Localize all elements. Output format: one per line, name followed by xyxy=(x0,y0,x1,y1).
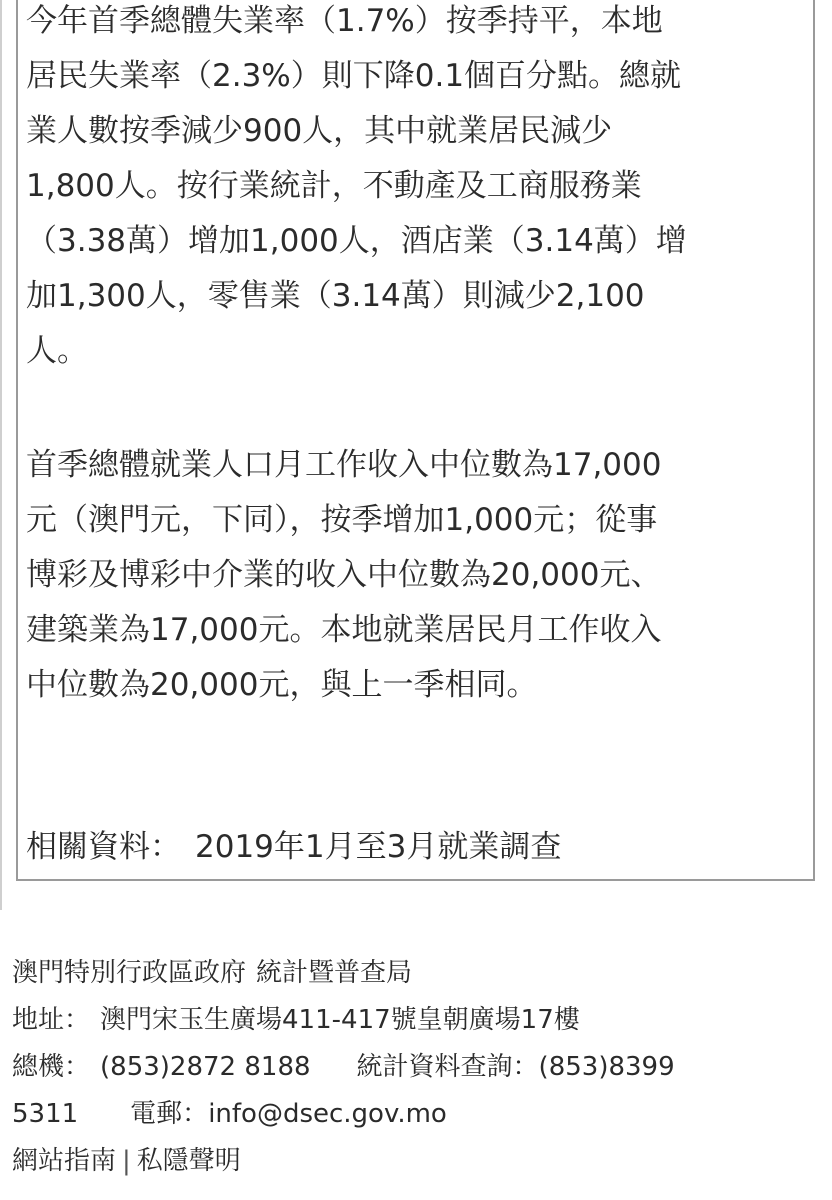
page-footer xyxy=(12,950,822,1185)
footer-address-row xyxy=(12,997,822,1044)
footer-inquiry-phone-cont: 5311 xyxy=(12,1099,79,1129)
related-info-label: 相關資料： xyxy=(26,829,181,865)
paragraph-line: 居民失業率（2.3%）則下降0.1個百分點。總就 xyxy=(26,58,682,94)
footer-bureau-name: 統計暨普查局 xyxy=(256,958,413,988)
footer-address-label: 地址： xyxy=(12,1005,91,1035)
footer-inquiry-phone: (853)8399 xyxy=(538,1052,675,1082)
paragraph-line: 加1,300人，零售業（3.14萬）則減少2,100 xyxy=(26,278,645,314)
footer-org-name: 澳門特別行政區政府 xyxy=(12,958,247,988)
paragraph-line: 人。 xyxy=(26,333,88,369)
paragraph-line: 業人數按季減少900人，其中就業居民減少 xyxy=(26,113,613,149)
footer-links-row xyxy=(12,1138,822,1185)
related-info xyxy=(26,820,806,875)
paragraph-line: 1,800人。按行業統計，不動產及工商服務業 xyxy=(26,168,642,204)
footer-inquiry-label: 統計資料查詢： xyxy=(356,1052,539,1082)
footer-org-row xyxy=(12,950,822,997)
footer-email-row xyxy=(12,1091,822,1138)
paragraph-line: 中位數為20,000元，與上一季相同。 xyxy=(26,667,538,703)
footer-sitemap-link[interactable]: 網站指南 xyxy=(12,1146,117,1176)
footer-phone: (853)2872 8188 xyxy=(100,1052,311,1082)
related-survey-link[interactable]: 2019年1月至3月就業調查 xyxy=(195,829,562,865)
paragraph-line: 元（澳門元，下同），按季增加1,000元；從事 xyxy=(26,502,658,538)
related-info-line xyxy=(26,820,806,875)
article-paragraph-income xyxy=(26,438,806,713)
footer-link-separator: | xyxy=(122,1146,131,1176)
news-article-box xyxy=(16,0,815,881)
paragraph-line: 博彩及博彩中介業的收入中位數為20,000元、 xyxy=(26,557,662,593)
footer-email-label: 電郵： xyxy=(130,1099,209,1129)
paragraph-line: 今年首季總體失業率（1.7%）按季持平，本地 xyxy=(26,3,663,39)
paragraph-line: 建築業為17,000元。本地就業居民月工作收入 xyxy=(26,612,662,648)
footer-phone-row xyxy=(12,1044,822,1091)
paragraph-line: （3.38萬）增加1,000人，酒店業（3.14萬）增 xyxy=(26,223,687,259)
footer-address: 澳門宋玉生廣場411-417號皇朝廣場17樓 xyxy=(100,1005,580,1035)
paragraph-line: 首季總體就業人口月工作收入中位數為17,000 xyxy=(26,447,662,483)
footer-email-link[interactable]: info@dsec.gov.mo xyxy=(208,1099,447,1129)
footer-phone-label: 總機： xyxy=(12,1052,91,1082)
page-left-rule xyxy=(0,0,2,910)
footer-privacy-link[interactable]: 私隱聲明 xyxy=(136,1146,241,1176)
article-paragraph-unemployment xyxy=(26,0,806,379)
